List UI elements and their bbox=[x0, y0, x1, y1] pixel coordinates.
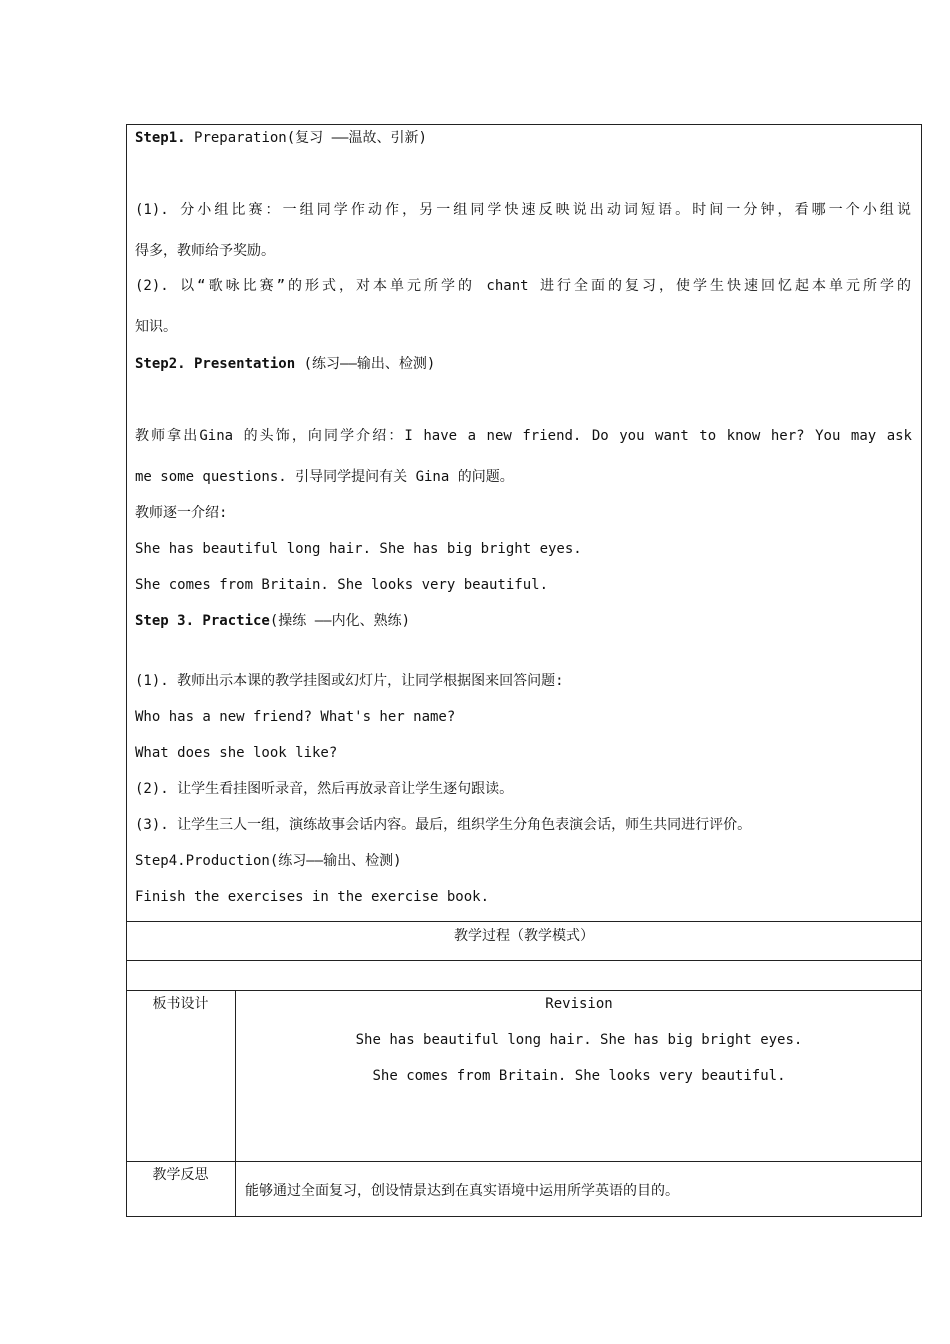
step3-item2: (2). 让学生看挂图听录音，然后再放录音让学生逐句跟读。 bbox=[135, 781, 514, 797]
column-divider bbox=[235, 990, 236, 1217]
step1-title: Preparation(复习 ——温故、引新) bbox=[194, 130, 427, 146]
step3-item1: (1). 教师出示本课的教学挂图或幻灯片，让同学根据图来回答问题: bbox=[135, 673, 564, 689]
reflection-label: 教学反思 bbox=[152, 1167, 209, 1183]
step4-title: Step4.Production(练习——输出、检测) bbox=[135, 853, 402, 869]
step3-question1: Who has a new friend? What's her name? bbox=[135, 709, 456, 725]
step4-line: Finish the exercises in the exercise book. bbox=[135, 889, 490, 905]
reflection-text: 能够通过全面复习，创设情景达到在真实语境中运用所学英语的目的。 bbox=[245, 1183, 679, 1199]
row-divider bbox=[126, 960, 922, 961]
board-label: 板书设计 bbox=[152, 996, 209, 1012]
step1-item1-line1: (1). 分小组比赛：一组同学作动作，另一组同学快速反映说出动词短语。时间一分钟，看哪一个小组说 bbox=[135, 202, 911, 218]
process-header: 教学过程（教学模式） bbox=[454, 928, 594, 944]
row-divider bbox=[126, 990, 922, 991]
row-divider bbox=[126, 921, 922, 922]
step3-heading-line bbox=[135, 612, 410, 630]
step1-item2-line1: (2). 以“歌咏比赛”的形式，对本单元所学的 chant 进行全面的复习，使学生快速回忆起本单元所学的 bbox=[135, 278, 911, 294]
row-divider bbox=[126, 1161, 922, 1162]
step2-title: (练习——输出、检测) bbox=[303, 356, 436, 372]
board-line2: She comes from Britain. She looks very beautiful. bbox=[372, 1068, 786, 1084]
step3-question2: What does she look like? bbox=[135, 745, 338, 761]
step3-title: (操练 ——内化、熟练) bbox=[269, 613, 411, 629]
step2-paragraph1-line1: 教师拿出Gina 的头饰，向同学介绍：I have a new friend. Do you want to know her? You may ask bbox=[135, 428, 912, 444]
step2-sentence1: She has beautiful long hair. She has big bright eyes. bbox=[135, 541, 582, 557]
step3-item3: (3). 让学生三人一组，演练故事会话内容。最后，组织学生分角色表演会话，师生共同进行评价。 bbox=[135, 817, 752, 833]
step2-paragraph2: 教师逐一介绍: bbox=[135, 505, 228, 521]
step2-heading: Step2. Presentation bbox=[135, 356, 296, 372]
step3-heading: Step 3. Practice bbox=[135, 613, 270, 629]
step1-heading: Step1. bbox=[135, 130, 186, 146]
step2-heading-line bbox=[135, 355, 435, 373]
step1-heading-line bbox=[135, 129, 427, 147]
step2-sentence2: She comes from Britain. She looks very beautiful. bbox=[135, 577, 549, 593]
board-title: Revision bbox=[545, 996, 613, 1012]
step1-item2-line2: 知识。 bbox=[135, 319, 177, 335]
step1-item1-line2: 得多，教师给予奖励。 bbox=[135, 243, 275, 259]
board-line1: She has beautiful long hair. She has big bright eyes. bbox=[355, 1032, 803, 1048]
step2-paragraph1-line2: me some questions. 引导同学提问有关 Gina 的问题。 bbox=[135, 469, 514, 485]
